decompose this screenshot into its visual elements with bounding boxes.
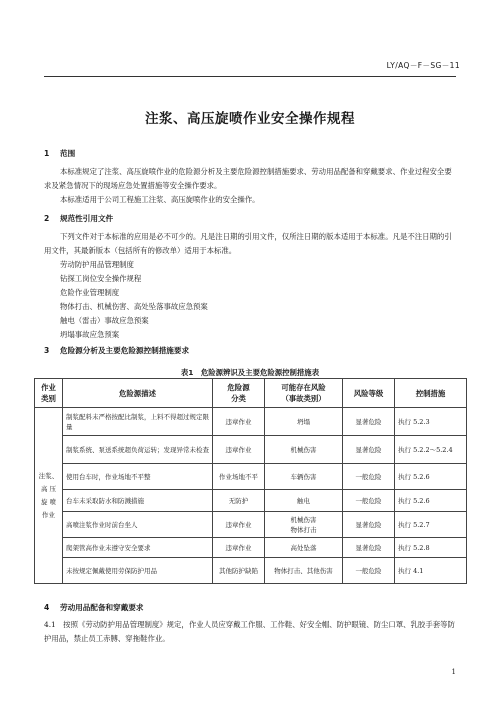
- reference-item: 危险作业管理制度: [60, 288, 120, 297]
- control-cell: 执行 5.2.7: [395, 512, 467, 538]
- paragraph: 本标准规定了注浆、高压旋喷作业的危险源分析及主要危险源控制措施要求、劳动用品配备和穿戴要求、作业过程安全要求及紧急情况下的现场应急处置措施等安全操作要求。: [44, 167, 452, 190]
- reference-item: 钻探工岗位安全操作规程: [60, 274, 142, 283]
- control-cell: 执行 4.1: [395, 558, 467, 584]
- section-2-body: [44, 230, 458, 342]
- risk-cell: 触电: [265, 490, 343, 512]
- description-cell: 未按规定佩戴使用劳保防护用品: [63, 558, 213, 584]
- section-1-heading: [44, 148, 75, 159]
- section-title: 范围: [60, 149, 76, 158]
- level-cell: 一般危险: [343, 558, 395, 584]
- clause-text: 按照《劳动防护用品管理制度》规定，作业人员应穿戴工作服、工作鞋、好安全帽、防护眼镜、防尘口罩、乳胶手套等防护用品，禁止员工赤膊、穿拖鞋作业。: [44, 620, 455, 643]
- risk-cell: 机械伤害: [265, 436, 343, 464]
- paragraph: 本标准适用于公司工程施工注浆、高压旋喷作业的安全操作。: [60, 195, 260, 204]
- hazard-table: [34, 378, 467, 584]
- section-number: 1: [44, 149, 50, 158]
- section-title: 劳动用品配备和穿戴要求: [60, 603, 144, 612]
- paragraph: 下列文件对于本标准的应用是必不可少的。凡是注日期的引用文件，仅所注日期的版本适用于本标准。凡是不注日期的引用文件，其最新版本（包括所有的修改单）适用于本标准。: [44, 232, 452, 255]
- section-2-heading: [44, 213, 113, 224]
- level-cell: 显著危险: [343, 436, 395, 464]
- risk-cell: 物体打击、其他伤害: [265, 558, 343, 584]
- classification-cell: 违章作业: [213, 512, 265, 538]
- header-level: 风险等级: [343, 379, 395, 408]
- table-caption: 表1 危险源辨识及主要危险源控制措施表: [180, 368, 320, 377]
- control-cell: 执行 5.2.2～5.2.4: [395, 436, 467, 464]
- header-classification: 危险源 分类: [213, 379, 265, 408]
- section-3-heading: [44, 345, 189, 356]
- table-row: [35, 490, 467, 512]
- section-number: 2: [44, 214, 50, 223]
- reference-item: 坍塌事故应急预案: [60, 330, 120, 339]
- table-header-row: [35, 379, 467, 408]
- header-description: 危险源描述: [63, 379, 213, 408]
- classification-cell: 作业场地不平: [213, 464, 265, 490]
- classification-cell: 其他防护缺陷: [213, 558, 265, 584]
- table-row: [35, 512, 467, 538]
- control-cell: 执行 5.2.6: [395, 490, 467, 512]
- level-cell: 一般危险: [343, 490, 395, 512]
- control-cell: 执行 5.2.8: [395, 538, 467, 558]
- page-number: 1: [451, 668, 456, 676]
- level-cell: 一般危险: [343, 464, 395, 490]
- category-cell: 注浆、 高 压 旋 喷 作业: [35, 408, 63, 584]
- table-row: [35, 464, 467, 490]
- table-row: [35, 558, 467, 584]
- clause-number: 4.1: [44, 620, 56, 629]
- risk-cell: 坍塌: [265, 408, 343, 436]
- control-cell: 执行 5.2.6: [395, 464, 467, 490]
- level-cell: 显著危险: [343, 512, 395, 538]
- level-cell: 显著危险: [343, 538, 395, 558]
- reference-item: 物体打击、机械伤害、高处坠落事故应急预案: [60, 302, 208, 311]
- description-cell: 制浆系统、泵送系统超负荷运转；发现异常未检查: [63, 436, 213, 464]
- classification-cell: 违章作业: [213, 538, 265, 558]
- description-cell: 高喷注浆作业时前台坐人: [63, 512, 213, 538]
- level-cell: 显著危险: [343, 408, 395, 436]
- risk-cell: 机械伤害 物体打击: [265, 512, 343, 538]
- section-1-body: [44, 165, 458, 207]
- description-cell: 爬架管高作业未遵守安全要求: [63, 538, 213, 558]
- classification-cell: 违章作业: [213, 436, 265, 464]
- risk-cell: 车辆伤害: [265, 464, 343, 490]
- header-category: 作业 类别: [35, 379, 63, 408]
- paragraph: [44, 618, 458, 646]
- description-cell: 制浆配料未严格按配比制浆，上料不得超过规定限量: [63, 408, 213, 436]
- section-4-heading: [44, 602, 144, 613]
- reference-item: 劳动防护用品管理制度: [60, 260, 134, 269]
- section-title: 危险源分析及主要危险源控制措施要求: [60, 346, 190, 355]
- table-row: [35, 436, 467, 464]
- header-risk: 可能存在风险 （事故类别）: [265, 379, 343, 408]
- table-row: [35, 538, 467, 558]
- risk-cell: 高处坠落: [265, 538, 343, 558]
- description-cell: 使用台车时，作业场地不平整: [63, 464, 213, 490]
- classification-cell: 违章作业: [213, 408, 265, 436]
- document-code: LY/AQ－F－SG－11: [386, 61, 460, 70]
- header-control: 控制措施: [395, 379, 467, 408]
- section-number: 4: [44, 603, 50, 612]
- reference-item: 触电（雷击）事故应急预案: [60, 316, 149, 325]
- classification-cell: 无防护: [213, 490, 265, 512]
- document-title: 注浆、高压旋喷作业安全操作规程: [145, 111, 355, 127]
- section-title: 规范性引用文件: [60, 214, 114, 223]
- description-cell: 台车未采取防水和防溅措施: [63, 490, 213, 512]
- section-4-body: [44, 618, 458, 646]
- header-rule: [44, 76, 456, 77]
- table-row: [35, 408, 467, 436]
- control-cell: 执行 5.2.3: [395, 408, 467, 436]
- section-number: 3: [44, 346, 50, 355]
